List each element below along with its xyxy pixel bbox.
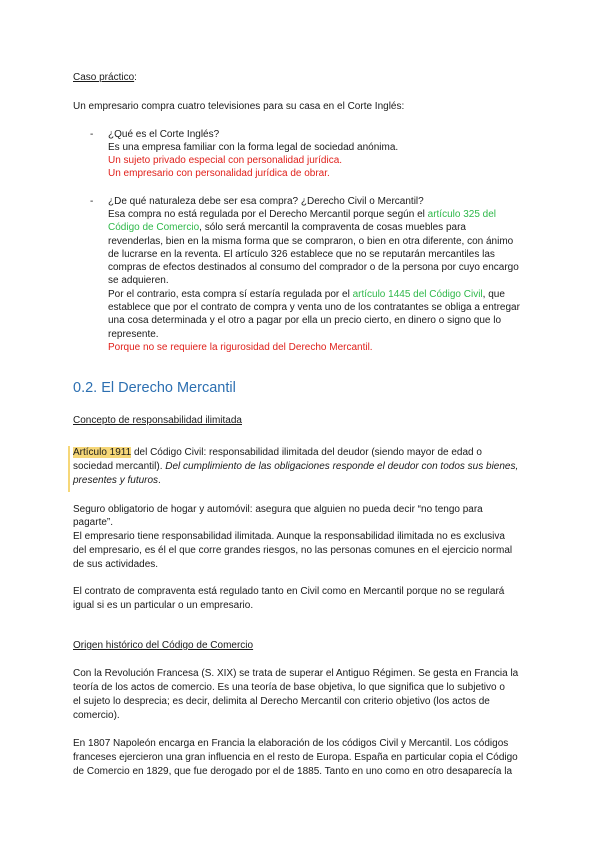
paragraph-line: En 1807 Napoleón encarga en Francia la elaboración de los códigos Civil y Mercantil. Los códigos: [73, 738, 509, 749]
answer-1-red-1: Un sujeto privado especial con personalidad jurídica.: [108, 155, 343, 166]
subsection-title: Concepto de responsabilidad ilimitada: [73, 415, 242, 426]
question-2: ¿De qué naturaleza debe ser esa compra? ¿Derecho Civil o Mercantil?: [108, 196, 424, 207]
article-1445-link: artículo 1445 del Código Civil: [352, 289, 483, 300]
question-1: ¿Qué es el Corte Inglés?: [108, 129, 220, 140]
subsection-title: Origen histórico del Código de Comercio: [73, 640, 254, 651]
paragraph-line: de Comercio en 1829, que fue derogado por el de 1885. Tanto en uno como en otro desaparecía la: [73, 766, 513, 777]
answer-2-line: una cosa determinada y el otro a pagar por ella un precio cierto, en dinero o signo que lo: [108, 315, 502, 326]
article-highlight: Artículo 1911: [73, 447, 132, 458]
paragraph-line: del empresario, es él el que corre grandes riesgos, no las personas comunes en el ejercicio normal: [73, 545, 513, 556]
bullet: -: [90, 129, 94, 140]
paragraph-line: El contrato de compraventa está regulado tanto en Civil como en Mercantil porque no se regulará: [73, 586, 505, 597]
answer-2-line: Código de Comercio, sólo será mercantil la compraventa de cosas muebles para: [108, 222, 466, 233]
answer-2-line: Por el contrario, esta compra sí estaría regulada por el artículo 1445 del Código Civil, que: [108, 289, 505, 300]
paragraph-line: pagarte”.: [73, 517, 114, 528]
answer-2-line: compras de efectos destinados al consumo del comprador o de la persona por cuyo encargo: [108, 262, 519, 273]
paragraph-line: igual si es un particular o un empresario.: [73, 600, 254, 611]
article-line: sociedad mercantil). Del cumplimiento de las obligaciones responde el deudor con todos sus bienes,: [73, 461, 519, 472]
section-heading: 0.2. El Derecho Mercantil: [73, 380, 236, 396]
article-line: presentes y futuros.: [73, 475, 161, 486]
paragraph-line: el sujeto lo desprecia; es decir, delimita al Derecho Mercantil con criterio objetivo (los actos de: [73, 696, 490, 707]
article-line: Artículo 1911 del Código Civil: responsabilidad ilimitada del deudor (siendo mayor de edad o: [73, 447, 482, 458]
bullet: -: [90, 196, 94, 207]
paragraph-line: Con la Revolución Francesa (S. XIX) se trata de superar el Antiguo Régimen. Se gesta en Francia la: [73, 668, 519, 679]
answer-2-line: de lucrarse en la reventa. El artículo 326 establece que no se reputarán mercantiles las: [108, 249, 495, 260]
highlight-bar: [68, 446, 70, 492]
article-325-link: artículo 325 del: [427, 209, 497, 220]
paragraph-line: El empresario tiene responsabilidad ilimitada. Aunque la responsabilidad ilimitada no es exclusiva: [73, 531, 505, 542]
answer-2-line: revenderlas, bien en la misma forma que se compraron, o bien en otra diferente, con ánimo: [108, 236, 514, 247]
answer-2-line: represente.: [108, 329, 159, 340]
case-intro: Un empresario compra cuatro televisiones para su casa en el Corte Inglés:: [73, 101, 405, 112]
paragraph-line: Seguro obligatorio de hogar y automóvil: asegura que alguien no pueda decir “no tengo para: [73, 504, 483, 515]
answer-2-line: se adquieren.: [108, 275, 169, 286]
answer-2-red: Porque no se requiere la rigurosidad del Derecho Mercantil.: [108, 342, 373, 353]
answer-1: Es una empresa familiar con la forma legal de sociedad anónima.: [108, 142, 399, 153]
paragraph-line: de sus actividades.: [73, 559, 159, 570]
paragraph-line: franceses ejercieron una gran influencia en el resto de Europa. España en particular copia el Código: [73, 752, 518, 763]
paragraph-line: comercio).: [73, 710, 120, 721]
answer-2-line: establece que por el contrato de compra y venta uno de los contratantes se obliga a entregar: [108, 302, 520, 313]
answer-2-line: Esa compra no está regulada por el Derecho Mercantil porque según el artículo 325 del: [108, 209, 497, 220]
paragraph-line: teoría de los actos de comercio. Es una teoría de base objetiva, lo que significa que lo subjetivo o: [73, 682, 505, 693]
case-title: Caso práctico:: [73, 72, 137, 83]
answer-1-red-2: Un empresario con personalidad jurídica de obrar.: [108, 168, 330, 179]
